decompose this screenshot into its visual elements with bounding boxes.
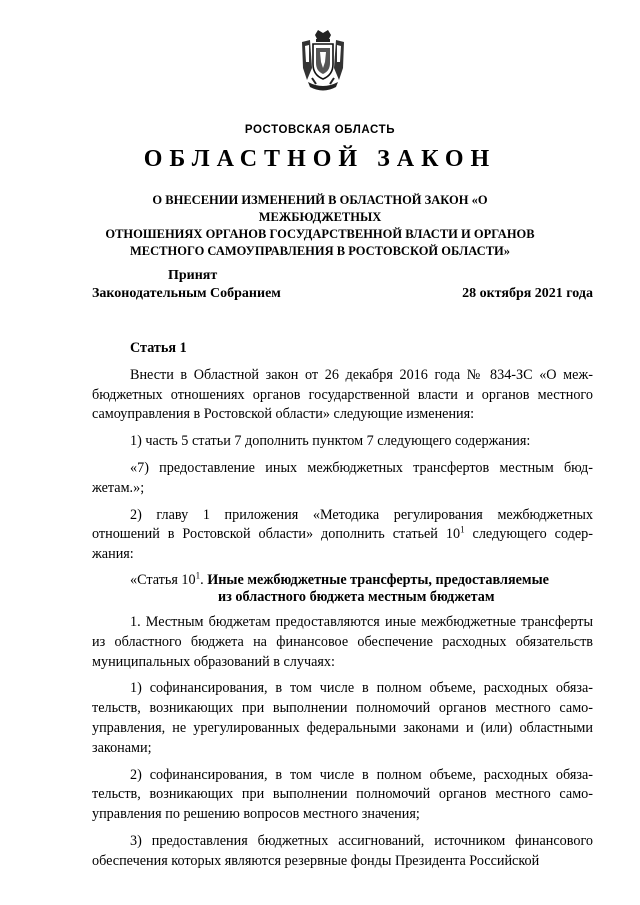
article-heading: Статья 1 [130, 340, 187, 356]
assembly-label: Законодательным Собранием [92, 286, 281, 301]
adoption-date: 28 октября 2021 года [462, 286, 593, 301]
document-title: ОБЛАСТНОЙ ЗАКОН [143, 146, 497, 172]
sub-article-heading [92, 572, 593, 606]
law-subject [90, 192, 550, 260]
sub-article-dot: . [200, 571, 208, 588]
paragraph: Внести в Областной закон от 26 декабря 2016 года № 834-ЗС «О межбюджетных отношениях органов государственной власти и органов местного самоуправления в Ростовской области» следующие изменения: [92, 366, 593, 423]
paragraph: 1) часть 5 статьи 7 дополнить пунктом 7 следующего содержания: [130, 433, 531, 450]
sub-article-prefix: «Статья 10 [130, 571, 196, 588]
paragraph: 3) предоставления бюджетных ассигнований, источником финансового обеспечения которых являются резервные фонды Президента Российской [92, 832, 593, 869]
article-body [92, 339, 593, 879]
superscript: 1 [195, 570, 201, 581]
sub-article-title: Иные межбюджетные трансферты, предоставляемые [207, 571, 549, 588]
subject-line: МЕСТНОГО САМОУПРАВЛЕНИЯ В РОСТОВСКОЙ ОБЛАСТИ» [130, 244, 510, 258]
paragraph-text: следующего содержания: [92, 526, 593, 563]
paragraph: 1. Местным бюджетам предоставляются иные межбюджетные трансферты из областного бюджета на финансовое обеспечение расходных обязательств муниципальных образований в случаях: [92, 613, 593, 670]
paragraph: 1) софинансирования, в том числе в полном объеме, расходных обязательств, возникающих при выполнении полномочий органов местного самоуправления, не урегулированных федеральными законами и (или) областными законами; [92, 680, 593, 756]
paragraph: 2) софинансирования, в том числе в полном объеме, расходных обязательств, возникающих при выполнении полномочий органов местного самоуправления по решению вопросов местного значения; [92, 766, 593, 823]
region-name: РОСТОВСКАЯ ОБЛАСТЬ [244, 124, 396, 136]
coat-of-arms-emblem [298, 28, 348, 94]
superscript: 1 [460, 524, 465, 535]
paragraph-text: 2) главу 1 приложения «Методика регулирования межбюджетных отношений в Ростовской области» дополнить статьей 10 [92, 506, 593, 543]
paragraph [92, 506, 593, 565]
paragraph: «7) предоставление иных межбюджетных трансфертов местным бюджетам.»; [92, 459, 593, 496]
subject-line: ОТНОШЕНИЯХ ОРГАНОВ ГОСУДАРСТВЕННОЙ ВЛАСТИ И ОРГАНОВ [105, 227, 535, 241]
sub-article-title: из областного бюджета местным бюджетам [218, 588, 495, 605]
adopted-label: Принят [168, 268, 218, 283]
subject-line: О ВНЕСЕНИИ ИЗМЕНЕНИЙ В ОБЛАСТНОЙ ЗАКОН «О МЕЖБЮДЖЕТНЫХ [152, 193, 488, 224]
